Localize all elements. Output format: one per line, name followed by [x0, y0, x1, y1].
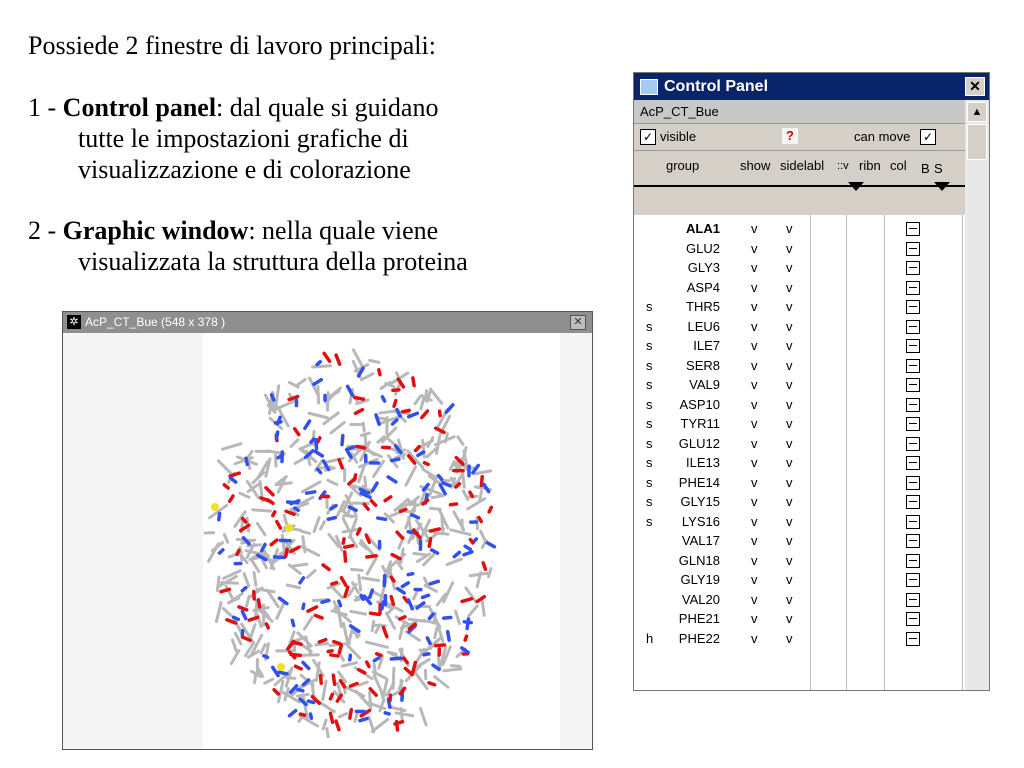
item2-cont1: visualizzata la struttura della proteina: [78, 247, 468, 276]
sidelabel-toggle[interactable]: v: [786, 513, 793, 529]
residue-prefix: s: [646, 396, 653, 412]
residue-prefix: s: [646, 299, 653, 314]
sort-triangle-icon: [848, 182, 864, 191]
graphic-window-title: AcP_CT_Bue (548 x 378 ): [85, 315, 226, 329]
residue-prefix: s: [646, 416, 653, 431]
window-icon: [640, 79, 658, 95]
residue-row[interactable]: [634, 221, 965, 238]
sidelabel-toggle[interactable]: v: [786, 396, 793, 412]
color-box[interactable]: [906, 476, 920, 490]
sidelabel-toggle[interactable]: v: [786, 552, 793, 568]
show-toggle[interactable]: v: [751, 455, 758, 470]
residue-row[interactable]: [634, 494, 965, 511]
item1-prefix: 1 -: [28, 93, 63, 122]
color-box[interactable]: [906, 437, 920, 451]
header-group[interactable]: group: [666, 158, 700, 173]
column-headers: [634, 151, 965, 187]
can-move-label: can move: [854, 129, 911, 144]
residue-name[interactable]: ILE13: [686, 455, 720, 470]
sidelabel-toggle[interactable]: v: [786, 455, 793, 470]
sidelabel-toggle[interactable]: v: [786, 611, 793, 626]
header-b[interactable]: B: [921, 161, 930, 176]
control-panel: [633, 72, 990, 691]
can-move-checkbox[interactable]: ✓: [920, 129, 936, 145]
color-box[interactable]: [906, 320, 920, 334]
residue-name[interactable]: ASP4: [686, 279, 720, 295]
color-box[interactable]: [906, 398, 920, 412]
header-col[interactable]: col: [890, 158, 907, 173]
color-box[interactable]: [906, 554, 920, 568]
color-box[interactable]: [906, 456, 920, 470]
header-ribn[interactable]: ribn: [859, 158, 881, 173]
residue-name[interactable]: ALA1: [686, 221, 720, 236]
show-toggle[interactable]: v: [751, 552, 758, 568]
residue-row[interactable]: [634, 338, 965, 355]
color-box[interactable]: [906, 534, 920, 548]
sidelabel-toggle[interactable]: v: [786, 279, 793, 295]
control-panel-body: [634, 100, 965, 690]
color-box[interactable]: [906, 300, 920, 314]
residue-name[interactable]: THR5: [686, 299, 720, 314]
item2-text: : nella quale viene: [248, 216, 439, 245]
residue-prefix: s: [646, 494, 653, 509]
show-toggle[interactable]: v: [751, 513, 758, 529]
color-box[interactable]: [906, 612, 920, 626]
residue-name[interactable]: PHE22: [678, 630, 720, 646]
sidelabel-toggle[interactable]: v: [786, 357, 793, 373]
residue-prefix: s: [646, 513, 653, 529]
residue-row[interactable]: [634, 377, 965, 394]
residue-row[interactable]: [634, 358, 965, 375]
sidelabel-toggle[interactable]: v: [786, 474, 793, 490]
color-box[interactable]: [906, 632, 920, 646]
residue-name[interactable]: ILE7: [693, 338, 720, 353]
scroll-up-icon[interactable]: ▲: [967, 102, 987, 122]
residue-name[interactable]: LEU6: [687, 318, 720, 334]
sidelabel-toggle[interactable]: v: [786, 416, 793, 431]
item1-bold: Control panel: [62, 93, 217, 122]
residue-name[interactable]: GLN18: [678, 552, 720, 568]
sidelabel-toggle[interactable]: v: [786, 338, 793, 353]
color-box[interactable]: [906, 281, 920, 295]
color-box[interactable]: [906, 495, 920, 509]
residue-prefix: s: [646, 474, 653, 490]
sidelabel-toggle[interactable]: v: [786, 572, 793, 587]
show-toggle[interactable]: v: [751, 591, 758, 607]
residue-row[interactable]: [634, 319, 965, 336]
residue-row[interactable]: [634, 514, 965, 531]
visible-checkbox[interactable]: ✓: [640, 129, 656, 145]
residue-prefix: s: [646, 357, 653, 373]
item2-prefix: 2 -: [28, 216, 63, 245]
residue-name[interactable]: GLY19: [680, 572, 720, 587]
item2-bold: Graphic window: [62, 216, 249, 245]
show-toggle[interactable]: v: [751, 572, 758, 587]
residue-prefix: s: [646, 318, 653, 334]
residue-name[interactable]: SER8: [686, 357, 720, 373]
app-icon: ✲: [67, 315, 81, 329]
close-icon[interactable]: ✕: [965, 77, 985, 96]
show-toggle[interactable]: v: [751, 240, 758, 256]
show-toggle[interactable]: v: [751, 630, 758, 646]
show-toggle[interactable]: v: [751, 396, 758, 412]
residue-row[interactable]: [634, 553, 965, 570]
residue-row[interactable]: [634, 572, 965, 589]
residue-name[interactable]: GLU12: [678, 435, 720, 451]
sidelabel-toggle[interactable]: v: [786, 260, 793, 275]
residue-name[interactable]: VAL17: [681, 533, 720, 548]
header-show[interactable]: show: [740, 158, 771, 173]
residue-prefix: s: [646, 377, 653, 392]
show-toggle[interactable]: v: [751, 279, 758, 295]
color-box[interactable]: [906, 359, 920, 373]
color-box[interactable]: [906, 515, 920, 529]
residue-row[interactable]: [634, 299, 965, 316]
residue-prefix: s: [646, 455, 653, 470]
residue-name[interactable]: TYR11: [680, 416, 720, 431]
show-toggle[interactable]: v: [751, 474, 758, 490]
color-box[interactable]: [906, 261, 920, 275]
item-graphic-window: [28, 215, 468, 277]
header-v[interactable]: ::v: [837, 160, 849, 172]
frame-left: [63, 333, 203, 749]
intro-text: Possiede 2 finestre di lavoro principali:: [28, 31, 436, 60]
residue-row[interactable]: [634, 475, 965, 492]
residue-row[interactable]: [634, 455, 965, 472]
sidelabel-toggle[interactable]: v: [786, 630, 793, 646]
item1-cont2: visualizzazione e di colorazione: [78, 155, 411, 184]
sidelabel-toggle[interactable]: v: [786, 299, 793, 314]
residue-name[interactable]: PHE21: [678, 611, 720, 626]
residue-name[interactable]: GLU2: [686, 240, 720, 256]
item1-cont1: tutte le impostazioni grafiche di: [78, 124, 409, 153]
residue-name[interactable]: GLY15: [680, 494, 720, 509]
sidelabel-toggle[interactable]: v: [786, 591, 793, 607]
sidelabel-toggle[interactable]: v: [786, 494, 793, 509]
show-toggle[interactable]: v: [751, 377, 758, 392]
graphic-window-titlebar[interactable]: [63, 312, 592, 333]
show-toggle[interactable]: v: [751, 221, 758, 236]
protein-structure: [205, 350, 494, 738]
residue-name[interactable]: LYS16: [681, 513, 720, 529]
sidelabel-toggle[interactable]: v: [786, 435, 793, 451]
show-toggle[interactable]: v: [751, 494, 758, 509]
scrollbar[interactable]: [965, 100, 989, 690]
sidelabel-toggle[interactable]: v: [786, 377, 793, 392]
residue-row[interactable]: [634, 631, 965, 648]
options-row: [634, 124, 965, 151]
graphic-window: [62, 311, 593, 750]
scroll-thumb[interactable]: [967, 124, 987, 160]
residue-row[interactable]: [634, 533, 965, 550]
color-box[interactable]: [906, 339, 920, 353]
residue-name[interactable]: VAL9: [689, 377, 720, 392]
sidelabel-toggle[interactable]: v: [786, 240, 793, 256]
residue-name[interactable]: ASP10: [679, 396, 720, 412]
visible-label: visible: [660, 129, 697, 144]
group-name[interactable]: AcP_CT_Bue: [634, 100, 965, 124]
help-button[interactable]: ?: [782, 128, 798, 144]
sidelabel-toggle[interactable]: v: [786, 318, 793, 334]
residue-prefix: h: [646, 630, 654, 646]
color-box[interactable]: [906, 593, 920, 607]
show-toggle[interactable]: v: [751, 416, 758, 431]
control-panel-titlebar[interactable]: [634, 73, 989, 100]
sidelabel-toggle[interactable]: v: [786, 533, 793, 548]
show-toggle[interactable]: v: [751, 318, 758, 334]
color-box[interactable]: [906, 378, 920, 392]
residue-row[interactable]: [634, 280, 965, 297]
show-toggle[interactable]: v: [751, 260, 758, 275]
show-toggle[interactable]: v: [751, 299, 758, 314]
sort-triangle-icon: [934, 182, 950, 191]
residue-prefix: s: [646, 338, 653, 353]
frame-right: [560, 333, 592, 749]
sidelabel-toggle[interactable]: v: [786, 221, 793, 236]
residue-list: [634, 215, 965, 690]
item-control-panel: [28, 92, 438, 185]
control-panel-title: Control Panel: [664, 78, 769, 95]
show-toggle[interactable]: v: [751, 611, 758, 626]
residue-row[interactable]: [634, 241, 965, 258]
residue-row[interactable]: [634, 397, 965, 414]
residue-row[interactable]: [634, 260, 965, 277]
color-box[interactable]: [906, 242, 920, 256]
header-s[interactable]: S: [934, 161, 943, 176]
residue-name[interactable]: PHE14: [678, 474, 720, 490]
show-toggle[interactable]: v: [751, 357, 758, 373]
residue-name[interactable]: GLY3: [687, 260, 720, 275]
item1-text: : dal quale si guidano: [216, 93, 439, 122]
residue-prefix: s: [646, 435, 653, 451]
show-toggle[interactable]: v: [751, 338, 758, 353]
show-toggle[interactable]: v: [751, 533, 758, 548]
residue-row[interactable]: [634, 592, 965, 609]
color-box[interactable]: [906, 573, 920, 587]
residue-name[interactable]: VAL20: [681, 591, 720, 607]
color-box[interactable]: [906, 222, 920, 236]
show-toggle[interactable]: v: [751, 435, 758, 451]
residue-row[interactable]: [634, 436, 965, 453]
color-box[interactable]: [906, 417, 920, 431]
residue-row[interactable]: [634, 416, 965, 433]
close-icon[interactable]: ✕: [570, 315, 586, 330]
molecule-canvas[interactable]: [203, 345, 560, 738]
residue-row[interactable]: [634, 611, 965, 628]
header-sidelabl[interactable]: sidelabl: [780, 158, 825, 173]
